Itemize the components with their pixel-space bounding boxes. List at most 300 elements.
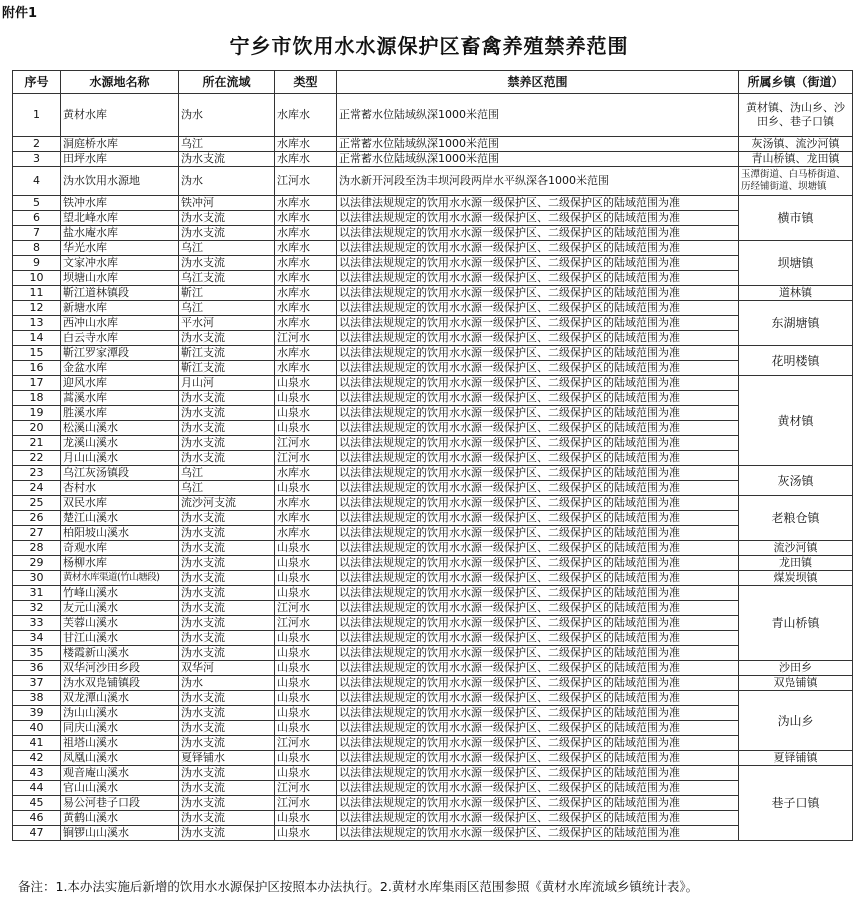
row-town: 灰汤镇 bbox=[739, 466, 853, 496]
row-type: 水库水 bbox=[275, 496, 337, 511]
row-basin: 沩水支流 bbox=[179, 811, 275, 826]
document-title: 宁乡市饮用水水源保护区畜禽养殖禁养范围 bbox=[229, 34, 629, 58]
row-no: 21 bbox=[13, 436, 61, 451]
row-type: 山泉水 bbox=[275, 571, 337, 586]
row-type: 水库水 bbox=[275, 241, 337, 256]
row-source-name: 黄材水库 bbox=[61, 94, 179, 137]
table-row bbox=[13, 256, 853, 271]
header-scope: 禁养区范围 bbox=[337, 71, 739, 94]
row-scope: 以法律法规规定的饮用水水源一级保护区、二级保护区的陆域范围为准 bbox=[337, 811, 739, 826]
row-no: 30 bbox=[13, 571, 61, 586]
row-source-name: 沩山山溪水 bbox=[61, 706, 179, 721]
row-town: 青山桥镇 bbox=[739, 586, 853, 661]
row-no: 34 bbox=[13, 631, 61, 646]
row-no: 19 bbox=[13, 406, 61, 421]
row-basin: 夏铎铺水 bbox=[179, 751, 275, 766]
row-scope: 以法律法规规定的饮用水水源一级保护区、二级保护区的陆域范围为准 bbox=[337, 226, 739, 241]
row-no: 20 bbox=[13, 421, 61, 436]
row-scope: 以法律法规规定的饮用水水源一级保护区、二级保护区的陆域范围为准 bbox=[337, 826, 739, 841]
row-town: 灰汤镇、流沙河镇 bbox=[739, 137, 853, 152]
row-source-name: 杏村水 bbox=[61, 481, 179, 496]
table-row bbox=[13, 196, 853, 211]
row-basin: 沩水支流 bbox=[179, 226, 275, 241]
row-town: 坝塘镇 bbox=[739, 241, 853, 286]
row-type: 江河水 bbox=[275, 601, 337, 616]
header-basin: 所在流域 bbox=[179, 71, 275, 94]
table-row bbox=[13, 316, 853, 331]
row-no: 9 bbox=[13, 256, 61, 271]
row-source-name: 友元山溪水 bbox=[61, 601, 179, 616]
row-no: 24 bbox=[13, 481, 61, 496]
row-no: 7 bbox=[13, 226, 61, 241]
row-basin: 乌江 bbox=[179, 481, 275, 496]
row-basin: 月山河 bbox=[179, 376, 275, 391]
row-type: 水库水 bbox=[275, 94, 337, 137]
row-scope: 正常蓄水位陆域纵深1000米范围 bbox=[337, 137, 739, 152]
row-source-name: 松溪山溪水 bbox=[61, 421, 179, 436]
table-row bbox=[13, 826, 853, 841]
table-row bbox=[13, 376, 853, 391]
row-town: 花明楼镇 bbox=[739, 346, 853, 376]
row-type: 山泉水 bbox=[275, 631, 337, 646]
row-scope: 以法律法规规定的饮用水水源一级保护区、二级保护区的陆域范围为准 bbox=[337, 781, 739, 796]
row-no: 44 bbox=[13, 781, 61, 796]
table-row bbox=[13, 601, 853, 616]
row-basin: 沩水支流 bbox=[179, 721, 275, 736]
row-basin: 流沙河支流 bbox=[179, 496, 275, 511]
row-no: 42 bbox=[13, 751, 61, 766]
row-scope: 以法律法规规定的饮用水水源一级保护区、二级保护区的陆域范围为准 bbox=[337, 406, 739, 421]
prohibited-zone-table bbox=[12, 70, 853, 841]
row-no: 27 bbox=[13, 526, 61, 541]
row-type: 水库水 bbox=[275, 511, 337, 526]
row-scope: 以法律法规规定的饮用水水源一级保护区、二级保护区的陆域范围为准 bbox=[337, 556, 739, 571]
row-source-name: 盐水庵水库 bbox=[61, 226, 179, 241]
row-basin: 沩水支流 bbox=[179, 406, 275, 421]
row-no: 26 bbox=[13, 511, 61, 526]
row-source-name: 洞庭桥水库 bbox=[61, 137, 179, 152]
row-basin: 沩水支流 bbox=[179, 436, 275, 451]
row-no: 13 bbox=[13, 316, 61, 331]
table-row bbox=[13, 331, 853, 346]
row-basin: 沩水支流 bbox=[179, 421, 275, 436]
row-town: 黄材镇 bbox=[739, 376, 853, 466]
row-source-name: 华光水库 bbox=[61, 241, 179, 256]
row-basin: 双华河 bbox=[179, 661, 275, 676]
row-basin: 乌江支流 bbox=[179, 271, 275, 286]
row-type: 山泉水 bbox=[275, 646, 337, 661]
row-basin: 平水河 bbox=[179, 316, 275, 331]
table-row bbox=[13, 361, 853, 376]
row-no: 17 bbox=[13, 376, 61, 391]
row-no: 46 bbox=[13, 811, 61, 826]
row-town: 夏铎铺镇 bbox=[739, 751, 853, 766]
row-basin: 沩水支流 bbox=[179, 331, 275, 346]
row-town: 煤炭坝镇 bbox=[739, 571, 853, 586]
row-source-name: 双民水库 bbox=[61, 496, 179, 511]
row-scope: 以法律法规规定的饮用水水源一级保护区、二级保护区的陆域范围为准 bbox=[337, 346, 739, 361]
row-source-name: 望北峰水库 bbox=[61, 211, 179, 226]
row-basin: 乌江 bbox=[179, 137, 275, 152]
table-row bbox=[13, 676, 853, 691]
row-scope: 以法律法规规定的饮用水水源一级保护区、二级保护区的陆域范围为准 bbox=[337, 271, 739, 286]
row-source-name: 黄材水库渠道(竹山塘段) bbox=[61, 571, 179, 586]
table-row bbox=[13, 496, 853, 511]
row-town: 双凫铺镇 bbox=[739, 676, 853, 691]
table-row bbox=[13, 511, 853, 526]
row-no: 37 bbox=[13, 676, 61, 691]
row-type: 水库水 bbox=[275, 361, 337, 376]
row-basin: 沩水支流 bbox=[179, 616, 275, 631]
row-type: 水库水 bbox=[275, 286, 337, 301]
row-type: 山泉水 bbox=[275, 661, 337, 676]
row-type: 水库水 bbox=[275, 346, 337, 361]
row-basin: 沩水支流 bbox=[179, 601, 275, 616]
row-basin: 沩水支流 bbox=[179, 556, 275, 571]
row-no: 33 bbox=[13, 616, 61, 631]
row-no: 11 bbox=[13, 286, 61, 301]
row-source-name: 奇观水库 bbox=[61, 541, 179, 556]
row-basin: 沩水支流 bbox=[179, 691, 275, 706]
row-basin: 沩水支流 bbox=[179, 451, 275, 466]
row-basin: 沩水支流 bbox=[179, 796, 275, 811]
row-no: 45 bbox=[13, 796, 61, 811]
table-row bbox=[13, 286, 853, 301]
row-type: 水库水 bbox=[275, 466, 337, 481]
row-source-name: 杨柳水库 bbox=[61, 556, 179, 571]
table-body bbox=[13, 94, 853, 841]
row-basin: 沩水支流 bbox=[179, 571, 275, 586]
row-basin: 沩水 bbox=[179, 94, 275, 137]
row-town: 沙田乡 bbox=[739, 661, 853, 676]
row-basin: 沩水支流 bbox=[179, 766, 275, 781]
row-scope: 以法律法规规定的饮用水水源一级保护区、二级保护区的陆域范围为准 bbox=[337, 631, 739, 646]
row-no: 18 bbox=[13, 391, 61, 406]
row-basin: 沩水支流 bbox=[179, 256, 275, 271]
row-no: 14 bbox=[13, 331, 61, 346]
table-header-row bbox=[13, 71, 853, 94]
row-scope: 以法律法规规定的饮用水水源一级保护区、二级保护区的陆域范围为准 bbox=[337, 451, 739, 466]
row-scope: 以法律法规规定的饮用水水源一级保护区、二级保护区的陆域范围为准 bbox=[337, 766, 739, 781]
row-no: 39 bbox=[13, 706, 61, 721]
table-row bbox=[13, 691, 853, 706]
row-basin: 沩水支流 bbox=[179, 526, 275, 541]
row-no: 22 bbox=[13, 451, 61, 466]
row-type: 江河水 bbox=[275, 796, 337, 811]
row-scope: 以法律法规规定的饮用水水源一级保护区、二级保护区的陆域范围为准 bbox=[337, 466, 739, 481]
row-town: 青山桥镇、龙田镇 bbox=[739, 152, 853, 167]
row-type: 山泉水 bbox=[275, 826, 337, 841]
table-row bbox=[13, 556, 853, 571]
row-source-name: 柏阳坡山溪水 bbox=[61, 526, 179, 541]
row-scope: 以法律法规规定的饮用水水源一级保护区、二级保护区的陆域范围为准 bbox=[337, 586, 739, 601]
row-scope: 以法律法规规定的饮用水水源一级保护区、二级保护区的陆域范围为准 bbox=[337, 316, 739, 331]
row-scope: 以法律法规规定的饮用水水源一级保护区、二级保护区的陆域范围为准 bbox=[337, 376, 739, 391]
row-source-name: 靳江罗家潭段 bbox=[61, 346, 179, 361]
table-row bbox=[13, 796, 853, 811]
row-no: 4 bbox=[13, 167, 61, 196]
row-no: 3 bbox=[13, 152, 61, 167]
row-source-name: 黄鹤山溪水 bbox=[61, 811, 179, 826]
row-scope: 以法律法规规定的饮用水水源一级保护区、二级保护区的陆域范围为准 bbox=[337, 736, 739, 751]
row-type: 水库水 bbox=[275, 211, 337, 226]
row-scope: 以法律法规规定的饮用水水源一级保护区、二级保护区的陆域范围为准 bbox=[337, 421, 739, 436]
row-source-name: 胜溪水库 bbox=[61, 406, 179, 421]
row-source-name: 迎风水库 bbox=[61, 376, 179, 391]
row-source-name: 楚江山溪水 bbox=[61, 511, 179, 526]
row-no: 32 bbox=[13, 601, 61, 616]
row-type: 山泉水 bbox=[275, 481, 337, 496]
row-scope: 以法律法规规定的饮用水水源一级保护区、二级保护区的陆域范围为准 bbox=[337, 526, 739, 541]
header-source-name: 水源地名称 bbox=[61, 71, 179, 94]
row-source-name: 新塘水库 bbox=[61, 301, 179, 316]
row-type: 江河水 bbox=[275, 781, 337, 796]
row-source-name: 楼霞新山溪水 bbox=[61, 646, 179, 661]
table-row bbox=[13, 481, 853, 496]
row-source-name: 蒿溪水库 bbox=[61, 391, 179, 406]
table-row bbox=[13, 152, 853, 167]
row-type: 山泉水 bbox=[275, 721, 337, 736]
row-scope: 以法律法规规定的饮用水水源一级保护区、二级保护区的陆域范围为准 bbox=[337, 301, 739, 316]
row-no: 2 bbox=[13, 137, 61, 152]
row-source-name: 靳江道林镇段 bbox=[61, 286, 179, 301]
row-scope: 以法律法规规定的饮用水水源一级保护区、二级保护区的陆域范围为准 bbox=[337, 436, 739, 451]
row-type: 山泉水 bbox=[275, 586, 337, 601]
row-scope: 以法律法规规定的饮用水水源一级保护区、二级保护区的陆域范围为准 bbox=[337, 676, 739, 691]
row-source-name: 芙蓉山溪水 bbox=[61, 616, 179, 631]
row-basin: 沩水支流 bbox=[179, 586, 275, 601]
row-type: 山泉水 bbox=[275, 421, 337, 436]
row-scope: 以法律法规规定的饮用水水源一级保护区、二级保护区的陆域范围为准 bbox=[337, 751, 739, 766]
table-row bbox=[13, 766, 853, 781]
row-source-name: 田坪水库 bbox=[61, 152, 179, 167]
table-row bbox=[13, 466, 853, 481]
row-scope: 以法律法规规定的饮用水水源一级保护区、二级保护区的陆域范围为准 bbox=[337, 361, 739, 376]
row-no: 5 bbox=[13, 196, 61, 211]
row-basin: 沩水支流 bbox=[179, 541, 275, 556]
row-town: 东湖塘镇 bbox=[739, 301, 853, 346]
table-row bbox=[13, 451, 853, 466]
row-source-name: 易公河巷子口段 bbox=[61, 796, 179, 811]
row-source-name: 金盆水库 bbox=[61, 361, 179, 376]
row-basin: 乌江 bbox=[179, 466, 275, 481]
row-scope: 以法律法规规定的饮用水水源一级保护区、二级保护区的陆域范围为准 bbox=[337, 511, 739, 526]
row-no: 23 bbox=[13, 466, 61, 481]
table-row bbox=[13, 586, 853, 601]
row-basin: 沩水支流 bbox=[179, 152, 275, 167]
row-type: 山泉水 bbox=[275, 706, 337, 721]
row-no: 8 bbox=[13, 241, 61, 256]
row-no: 35 bbox=[13, 646, 61, 661]
table-row bbox=[13, 721, 853, 736]
row-type: 江河水 bbox=[275, 331, 337, 346]
table-row bbox=[13, 211, 853, 226]
row-type: 山泉水 bbox=[275, 676, 337, 691]
row-type: 水库水 bbox=[275, 256, 337, 271]
row-type: 山泉水 bbox=[275, 766, 337, 781]
header-no: 序号 bbox=[13, 71, 61, 94]
table-row bbox=[13, 706, 853, 721]
row-type: 水库水 bbox=[275, 196, 337, 211]
row-type: 水库水 bbox=[275, 271, 337, 286]
row-town: 黄材镇、沩山乡、沙田乡、巷子口镇 bbox=[739, 94, 853, 137]
table-row bbox=[13, 346, 853, 361]
table-row bbox=[13, 226, 853, 241]
row-type: 水库水 bbox=[275, 137, 337, 152]
row-scope: 以法律法规规定的饮用水水源一级保护区、二级保护区的陆域范围为准 bbox=[337, 571, 739, 586]
row-basin: 靳江 bbox=[179, 286, 275, 301]
row-no: 16 bbox=[13, 361, 61, 376]
row-scope: 以法律法规规定的饮用水水源一级保护区、二级保护区的陆域范围为准 bbox=[337, 391, 739, 406]
table-row bbox=[13, 271, 853, 286]
row-scope: 以法律法规规定的饮用水水源一级保护区、二级保护区的陆域范围为准 bbox=[337, 706, 739, 721]
row-source-name: 双华河沙田乡段 bbox=[61, 661, 179, 676]
row-scope: 以法律法规规定的饮用水水源一级保护区、二级保护区的陆域范围为准 bbox=[337, 196, 739, 211]
table-row bbox=[13, 736, 853, 751]
row-source-name: 双龙潭山溪水 bbox=[61, 691, 179, 706]
row-type: 江河水 bbox=[275, 167, 337, 196]
table-row bbox=[13, 301, 853, 316]
row-no: 36 bbox=[13, 661, 61, 676]
row-type: 山泉水 bbox=[275, 811, 337, 826]
row-basin: 沩水支流 bbox=[179, 826, 275, 841]
row-source-name: 凤凰山溪水 bbox=[61, 751, 179, 766]
row-type: 江河水 bbox=[275, 451, 337, 466]
header-type: 类型 bbox=[275, 71, 337, 94]
row-type: 水库水 bbox=[275, 526, 337, 541]
table-row bbox=[13, 616, 853, 631]
row-no: 15 bbox=[13, 346, 61, 361]
table-row bbox=[13, 436, 853, 451]
table-row bbox=[13, 526, 853, 541]
row-type: 江河水 bbox=[275, 736, 337, 751]
row-basin: 沩水支流 bbox=[179, 211, 275, 226]
row-source-name: 龙溪山溪水 bbox=[61, 436, 179, 451]
row-type: 山泉水 bbox=[275, 691, 337, 706]
row-town: 老粮仓镇 bbox=[739, 496, 853, 541]
row-scope: 以法律法规规定的饮用水水源一级保护区、二级保护区的陆域范围为准 bbox=[337, 541, 739, 556]
row-scope: 以法律法规规定的饮用水水源一级保护区、二级保护区的陆域范围为准 bbox=[337, 241, 739, 256]
row-basin: 乌江 bbox=[179, 301, 275, 316]
row-scope: 以法律法规规定的饮用水水源一级保护区、二级保护区的陆域范围为准 bbox=[337, 256, 739, 271]
row-scope: 以法律法规规定的饮用水水源一级保护区、二级保护区的陆域范围为准 bbox=[337, 691, 739, 706]
table-row bbox=[13, 811, 853, 826]
row-town: 横市镇 bbox=[739, 196, 853, 241]
row-basin: 沩水支流 bbox=[179, 391, 275, 406]
row-basin: 铁冲河 bbox=[179, 196, 275, 211]
row-type: 江河水 bbox=[275, 616, 337, 631]
table-row bbox=[13, 137, 853, 152]
row-no: 29 bbox=[13, 556, 61, 571]
row-town: 道林镇 bbox=[739, 286, 853, 301]
row-no: 38 bbox=[13, 691, 61, 706]
footnote: 备注：1.本办法实施后新增的饮用水水源保护区按照本办法执行。2.黄材水库集雨区范围参照《黄材水库流域乡镇统计表》。 bbox=[18, 879, 699, 894]
row-basin: 沩水支流 bbox=[179, 706, 275, 721]
row-basin: 沩水支流 bbox=[179, 511, 275, 526]
row-source-name: 同庆山溪水 bbox=[61, 721, 179, 736]
row-no: 25 bbox=[13, 496, 61, 511]
table-row bbox=[13, 406, 853, 421]
attachment-label: 附件1 bbox=[2, 6, 38, 21]
row-scope: 正常蓄水位陆域纵深1000米范围 bbox=[337, 152, 739, 167]
table-row bbox=[13, 94, 853, 137]
table-row bbox=[13, 391, 853, 406]
row-no: 6 bbox=[13, 211, 61, 226]
row-basin: 乌江 bbox=[179, 241, 275, 256]
row-no: 31 bbox=[13, 586, 61, 601]
row-type: 水库水 bbox=[275, 226, 337, 241]
table-row bbox=[13, 751, 853, 766]
row-type: 水库水 bbox=[275, 316, 337, 331]
row-source-name: 西冲山水库 bbox=[61, 316, 179, 331]
row-type: 山泉水 bbox=[275, 376, 337, 391]
row-type: 江河水 bbox=[275, 436, 337, 451]
row-source-name: 乌江灰汤镇段 bbox=[61, 466, 179, 481]
row-source-name: 锏锣山山溪水 bbox=[61, 826, 179, 841]
header-town: 所属乡镇（街道） bbox=[739, 71, 853, 94]
table-row bbox=[13, 646, 853, 661]
row-no: 40 bbox=[13, 721, 61, 736]
row-scope: 以法律法规规定的饮用水水源一级保护区、二级保护区的陆域范围为准 bbox=[337, 646, 739, 661]
row-basin: 沩水支流 bbox=[179, 736, 275, 751]
row-source-name: 竹峰山溪水 bbox=[61, 586, 179, 601]
row-type: 水库水 bbox=[275, 152, 337, 167]
row-scope: 以法律法规规定的饮用水水源一级保护区、二级保护区的陆域范围为准 bbox=[337, 481, 739, 496]
row-no: 43 bbox=[13, 766, 61, 781]
row-no: 47 bbox=[13, 826, 61, 841]
row-scope: 以法律法规规定的饮用水水源一级保护区、二级保护区的陆域范围为准 bbox=[337, 331, 739, 346]
row-source-name: 观音庵山溪水 bbox=[61, 766, 179, 781]
row-scope: 以法律法规规定的饮用水水源一级保护区、二级保护区的陆域范围为准 bbox=[337, 601, 739, 616]
row-scope: 以法律法规规定的饮用水水源一级保护区、二级保护区的陆域范围为准 bbox=[337, 286, 739, 301]
row-town: 沩山乡 bbox=[739, 691, 853, 751]
row-scope: 以法律法规规定的饮用水水源一级保护区、二级保护区的陆域范围为准 bbox=[337, 661, 739, 676]
row-source-name: 月山山溪水 bbox=[61, 451, 179, 466]
table-row bbox=[13, 631, 853, 646]
row-basin: 沩水 bbox=[179, 167, 275, 196]
row-scope: 以法律法规规定的饮用水水源一级保护区、二级保护区的陆域范围为准 bbox=[337, 496, 739, 511]
row-town: 流沙河镇 bbox=[739, 541, 853, 556]
row-basin: 靳江支流 bbox=[179, 346, 275, 361]
row-type: 山泉水 bbox=[275, 556, 337, 571]
row-town: 龙田镇 bbox=[739, 556, 853, 571]
row-source-name: 甘江山溪水 bbox=[61, 631, 179, 646]
row-scope: 正常蓄水位陆域纵深1000米范围 bbox=[337, 94, 739, 137]
row-no: 10 bbox=[13, 271, 61, 286]
row-source-name: 文家冲水库 bbox=[61, 256, 179, 271]
row-type: 山泉水 bbox=[275, 541, 337, 556]
row-basin: 靳江支流 bbox=[179, 361, 275, 376]
row-scope: 以法律法规规定的饮用水水源一级保护区、二级保护区的陆域范围为准 bbox=[337, 721, 739, 736]
table-row bbox=[13, 167, 853, 196]
table-row bbox=[13, 421, 853, 436]
row-type: 山泉水 bbox=[275, 391, 337, 406]
row-basin: 沩水支流 bbox=[179, 646, 275, 661]
row-source-name: 白云寺水库 bbox=[61, 331, 179, 346]
table-row bbox=[13, 541, 853, 556]
row-basin: 沩水支流 bbox=[179, 781, 275, 796]
table-row bbox=[13, 241, 853, 256]
row-scope: 以法律法规规定的饮用水水源一级保护区、二级保护区的陆域范围为准 bbox=[337, 616, 739, 631]
row-no: 28 bbox=[13, 541, 61, 556]
table-row bbox=[13, 661, 853, 676]
row-basin: 沩水支流 bbox=[179, 631, 275, 646]
row-source-name: 官山山溪水 bbox=[61, 781, 179, 796]
row-source-name: 沩水饮用水源地 bbox=[61, 167, 179, 196]
row-no: 41 bbox=[13, 736, 61, 751]
row-scope: 以法律法规规定的饮用水水源一级保护区、二级保护区的陆域范围为准 bbox=[337, 796, 739, 811]
row-type: 山泉水 bbox=[275, 406, 337, 421]
